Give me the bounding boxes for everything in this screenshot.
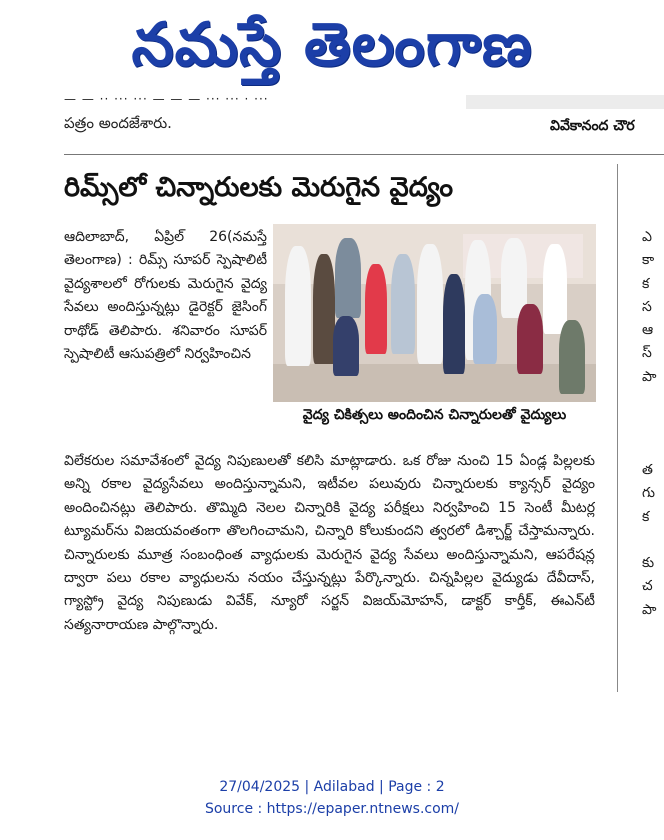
adjacent-article-tail: వివేకానంద చౌర — [550, 118, 635, 134]
footer-date-edition: 27/04/2025 | Adilabad | Page : 2 — [219, 779, 445, 795]
fragment-line — [642, 389, 664, 412]
photo-person — [313, 254, 335, 364]
article-photo — [273, 224, 596, 402]
previous-article-tail: పత్రం అందజేశారు. — [64, 114, 172, 132]
fragment-line: గు — [642, 485, 656, 502]
fragment-line: త — [642, 461, 653, 478]
column-divider — [617, 164, 618, 692]
fragment-line: స్ — [642, 345, 652, 362]
fragment-line: కు — [642, 555, 655, 572]
fragment-line: పా — [642, 601, 657, 618]
fragment-line: క — [642, 508, 650, 525]
fragment-line: కా — [642, 252, 655, 269]
article-body-paragraph: విలేకరుల సమావేశంలో వైద్య నిపుణులతో కలిసి మాట్లాడారు. ఒక రోజు నుంచి 15 ఏండ్ల పిల్లలకు అన్ని రకాల వైద్యసేవలు అందిస్తున్నామని, ఇటీవల పలువురు చిన్నారులకు క్యాన్సర్ వైద్యం అందించినట్లు తెలిపారు. తొమ్మిది నెలల చిన్నారికి వైద్య పరీక్షలు నిర్వహించి 15 సెంటీ మీటర్ల ట్యూమర్‌ను విజయవంతంగా తొలగించామని, చిన్నారి కోలుకుందని త్వరలో డిశ్చార్జ్ చేస్తామన్నారు. చిన్నారులకు మూత్ర సంబంధింత వ్యాధులకు మెరుగైన వైద్య సేవలు అందిస్తున్నామని, ఆపరేషన్ల ద్వారా పలు రకాల వ్యాధులను నయం చేస్తున్నట్లు పేర్కొన్నారు. చిన్నపిల్లల వైద్యుడు దేవీదాస్, గ్యాస్ట్రో వైద్య నిపుణుడు వివేక్, న్యూరో సర్జన్ విజయ్‌మోహన్, డాక్టర్ కార్తీక్, ఈఎన్‌టీ సత్యనారాయణ పాల్గొన్నారు. — [64, 453, 595, 633]
fragment-line: స — [642, 298, 652, 315]
photo-person — [543, 244, 567, 334]
fragment-line: ఎ — [642, 229, 652, 245]
photo-person — [517, 304, 543, 374]
adjacent-column-fragments — [642, 226, 664, 622]
fragment-line: పా — [642, 368, 657, 385]
fragment-line: క — [642, 275, 650, 292]
photo-person — [285, 246, 311, 366]
photo-person — [417, 244, 443, 364]
photo-person — [391, 254, 415, 354]
footer-source-link[interactable]: Source : https://epaper.ntnews.com/ — [204, 801, 460, 817]
fragment-line — [642, 436, 664, 459]
photo-person — [473, 294, 497, 364]
previous-article-cut-line: — — ·· ··· ··· — — — ··· ··· · ··· — [64, 96, 269, 106]
page-footer — [0, 776, 664, 820]
photo-person — [365, 264, 387, 354]
article-headline: రిమ్స్‌లో చిన్నారులకు మెరుగైన వైద్యం — [64, 172, 454, 203]
photo-floor — [273, 364, 596, 402]
fragment-line — [642, 412, 664, 435]
fragment-line: ఆ — [642, 322, 654, 339]
masthead-title: నమస్తే తెలంగాణ — [131, 10, 533, 80]
newspaper-masthead — [0, 0, 664, 92]
photo-person — [559, 320, 585, 394]
photo-caption: వైద్య చికిత్సలు అందించిన చిన్నారులతో వైద్యులు — [302, 407, 567, 423]
section-divider — [64, 154, 664, 155]
article-lead-paragraph: ఆదిలాబాద్, ఏప్రిల్ 26(నమస్తే తెలంగాణ) : రిమ్స్ సూపర్ స్పెషాలిటీ వైద్యశాలలో రోగులకు మెరుగైన వైద్య సేవలు అందిస్తున్నట్లు డైరెక్టర్ జైసింగ్ రాథోడ్ తెలిపారు. శనివారం సూపర్ స్పెషాలిటీ ఆసుపత్రిలో నిర్వహించిన — [64, 229, 267, 363]
photo-person — [443, 274, 465, 374]
previous-article-image-strip — [466, 95, 664, 109]
photo-person — [335, 238, 361, 318]
photo-person — [333, 316, 359, 376]
fragment-line — [642, 529, 664, 552]
fragment-line: చ — [642, 578, 653, 595]
